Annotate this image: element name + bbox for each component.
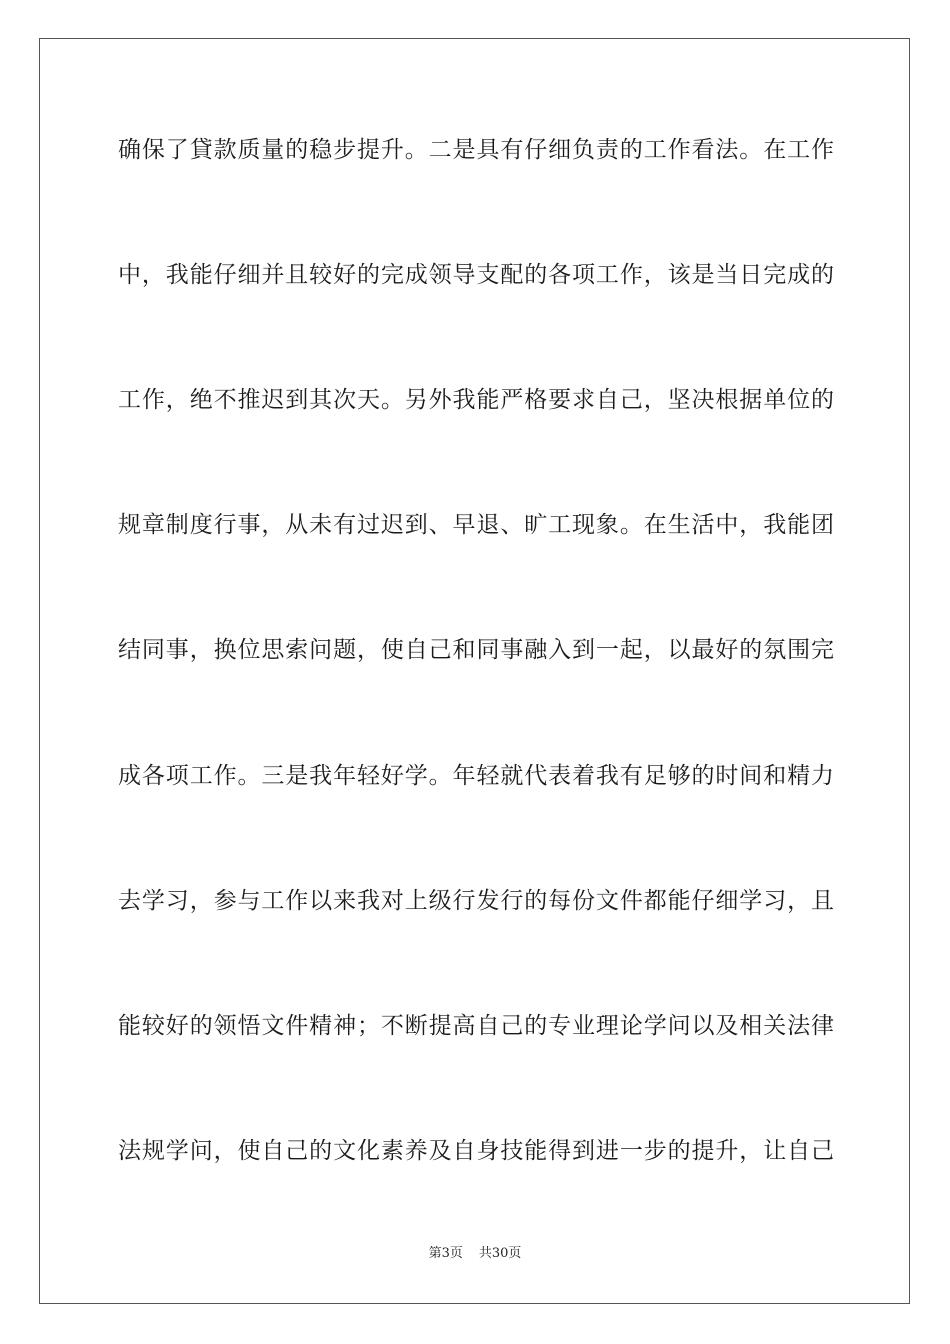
body-text-line-5: 结同事，换位思索问题，使自己和同事融入到一起，以最好的氛围完 xyxy=(118,637,834,663)
body-text-line-4: 规章制度行事，从未有过迟到、早退、旷工现象。在生活中，我能团 xyxy=(118,512,834,538)
page-border xyxy=(39,38,910,1304)
body-text-line-2: 中，我能仔细并且较好的完成领导支配的各项工作，该是当日完成的 xyxy=(118,262,834,288)
body-text-line-6: 成各项工作。三是我年轻好学。年轻就代表着我有足够的时间和精力 xyxy=(118,763,834,789)
body-text-line-8: 能较好的领悟文件精神；不断提高自己的专业理论学问以及相关法律 xyxy=(118,1013,834,1039)
body-text-line-1: 确保了貸款质量的稳步提升。二是具有仔细负责的工作看法。在工作 xyxy=(118,137,834,163)
body-text-line-3: 工作，绝不推迟到其次天。另外我能严格要求自己，坚决根据单位的 xyxy=(118,387,834,413)
page-footer xyxy=(0,1244,950,1264)
body-text-line-9: 法规学问，使自己的文化素养及自身技能得到进一步的提升，让自己 xyxy=(118,1138,834,1164)
page-number: 第3页 xyxy=(428,1246,463,1261)
body-text-line-7: 去学习，参与工作以来我对上级行发行的每份文件都能仔细学习，且 xyxy=(118,888,834,914)
total-pages: 共30页 xyxy=(478,1246,522,1261)
